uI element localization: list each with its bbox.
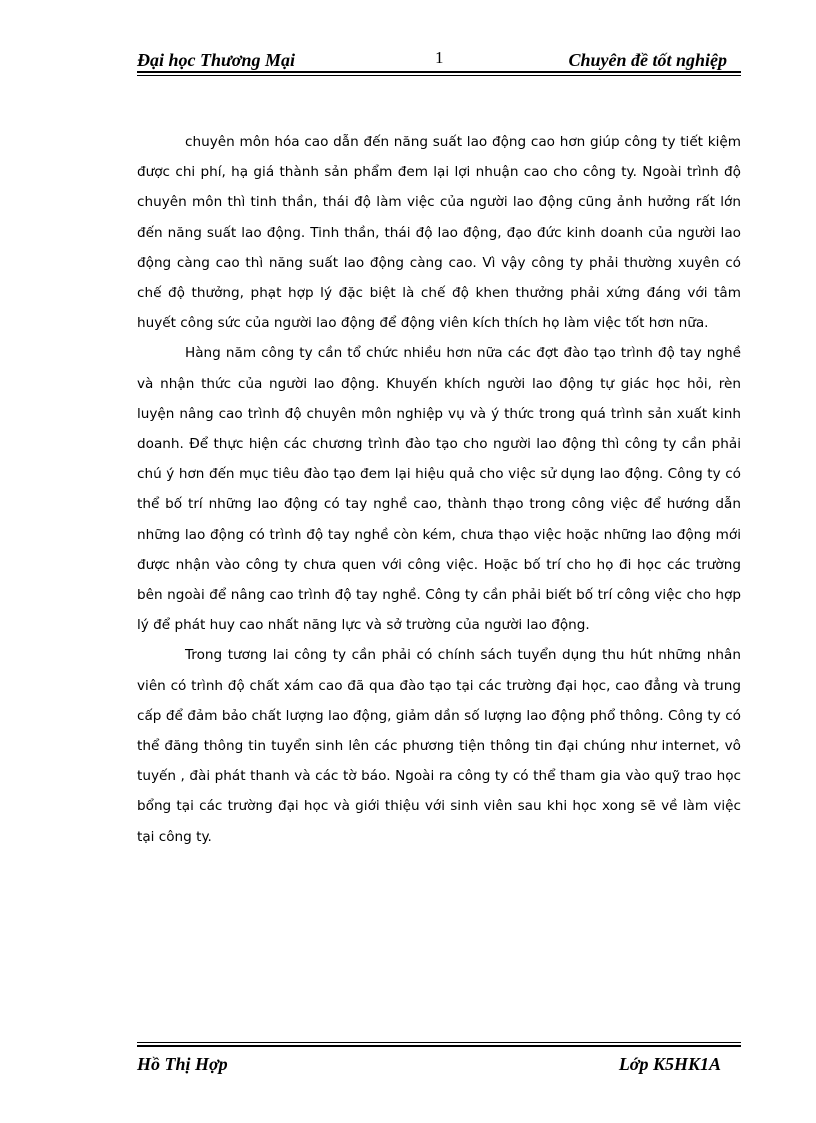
paragraph-1: chuyên môn hóa cao dẫn đến năng suất lao động cao hơn giúp công ty tiết kiệm được chi phí, hạ giá thành sản phẩm đem lại lợi nhuận cao cho công ty. Ngoài trình độ chuyên môn thì tinh thần, thái độ làm việc của người lao động cũng ảnh hưởng rất lớn đến năng suất lao động. Tinh thần, thái độ lao động, đạo đức kinh doanh của người lao động càng cao thì năng suất lao động càng cao. Vì vậy công ty phải thường xuyên có chế độ thưởng, phạt hợp lý đặc biệt là chế độ khen thưởng phải xứng đáng với tâm huyết công sức của người lao động để động viên kích thích họ làm việc tốt hơn nữa.: [137, 134, 741, 332]
page-footer: [137, 1052, 741, 1078]
paragraph-3: Trong tương lai công ty cần phải có chính sách tuyển dụng thu hút những nhân viên có trình độ chất xám cao đã qua đào tạo tại các trường đại học, cao đẳng và trung cấp để đảm bảo chất lượng lao động, giảm dần số lượng lao động phổ thông. Công ty có thể đăng thông tin tuyển sinh lên các phương tiện thông tin đại chúng như internet, vô tuyến , đài phát thanh và các tờ báo. Ngoài ra công ty có thể tham gia vào quỹ trao học bổng tại các trường đại học và giới thiệu với sinh viên sau khi học xong sẽ về làm việc tại công ty.: [137, 647, 741, 845]
header-school: Đại học Thương Mại: [137, 50, 295, 70]
footer-author: Hồ Thị Hợp: [137, 1054, 228, 1074]
page-number: 1: [435, 48, 444, 67]
header-doc-type: Chuyên đề tốt nghiệp: [568, 50, 727, 70]
paragraph-2: Hàng năm công ty cần tổ chức nhiều hơn nữa các đợt đào tạo trình độ tay nghề và nhận thức của người lao động. Khuyến khích người lao động tự giác học hỏi, rèn luyện nâng cao trình độ chuyên môn nghiệp vụ và ý thức trong quá trình sản xuất kinh doanh. Để thực hiện các chương trình đào tạo cho người lao động thì công ty cần phải chú ý hơn đến mục tiêu đào tạo đem lại hiệu quả cho việc sử dụng lao động. Công ty có thể bố trí những lao động có tay nghề cao, thành thạo trong công việc để hướng dẫn những lao động có trình độ tay nghề còn kém, chưa thạo việc hoặc những lao động mới được nhận vào công ty chưa quen với công việc. Hoặc bố trí cho họ đi học các trường bên ngoài để nâng cao trình độ tay nghề. Công ty cần phải biết bố trí công việc cho hợp lý để phát huy cao nhất năng lực và sở trường của người lao động.: [137, 345, 741, 634]
header-rule-thin: [137, 75, 741, 76]
footer-rule-thick: [137, 1045, 741, 1047]
footer-class: Lớp K5HK1A: [618, 1054, 721, 1074]
header-rule-thick: [137, 71, 741, 73]
body-text: [137, 127, 741, 852]
footer-rule-thin: [137, 1042, 741, 1043]
page-header: [137, 46, 741, 72]
